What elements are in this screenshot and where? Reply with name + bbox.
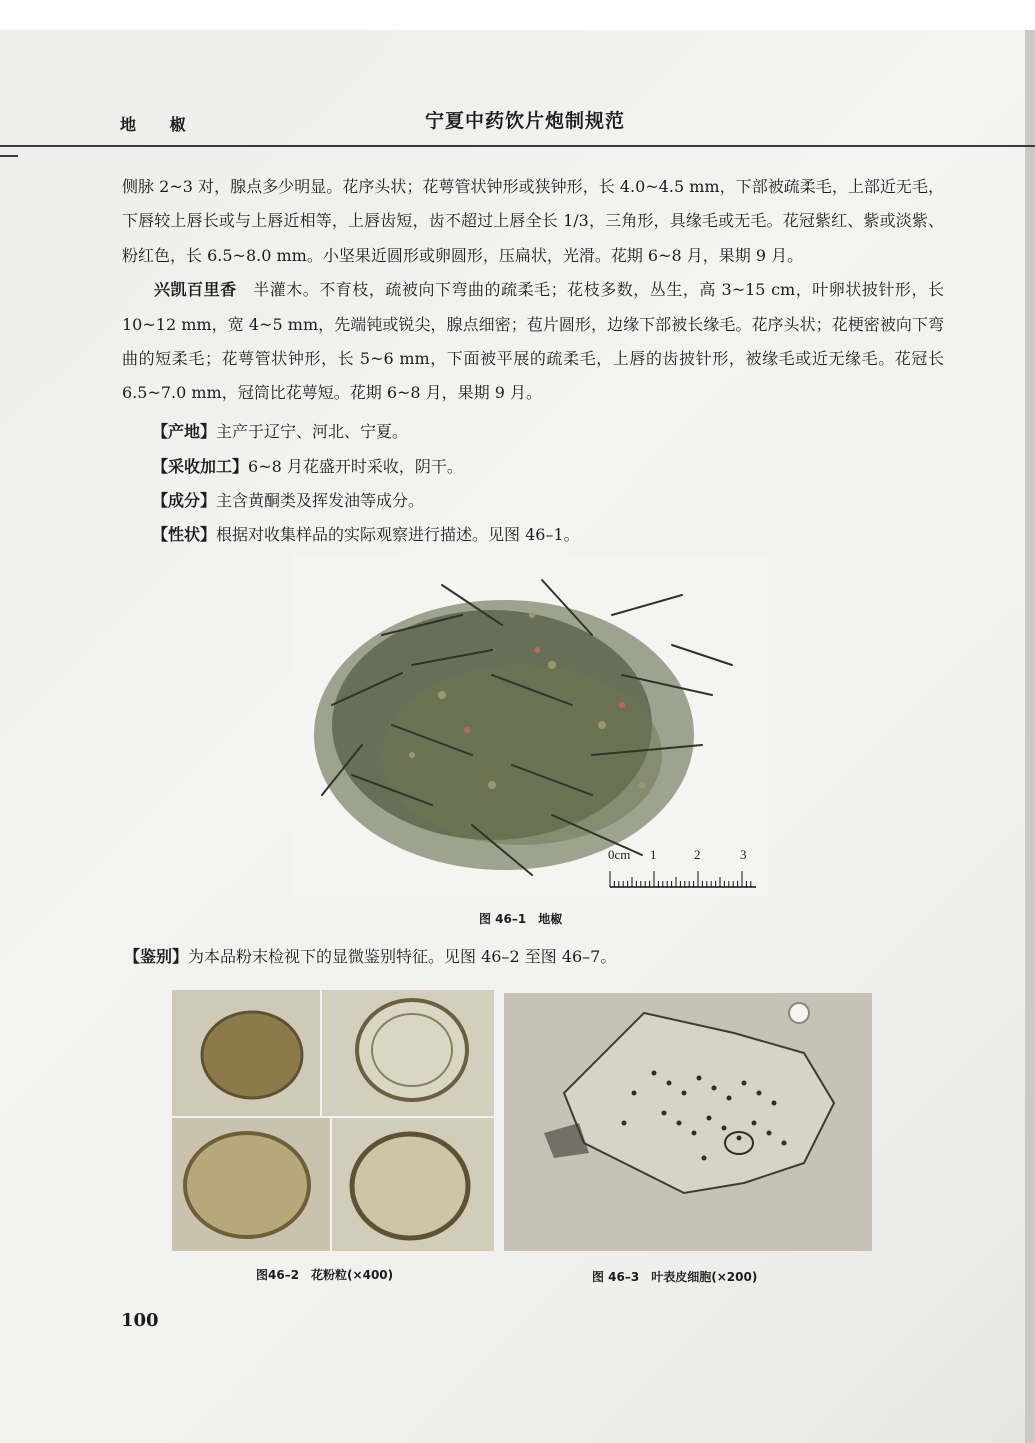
running-header-section: 地 椒 bbox=[120, 115, 200, 134]
section-origin-label: 【产地】 bbox=[152, 422, 217, 441]
figure-46-3-epidermis-photo bbox=[504, 993, 872, 1251]
section-harvest-label: 【采收加工】 bbox=[152, 457, 249, 476]
section-composition-label: 【成分】 bbox=[152, 491, 217, 510]
scale-label-0: 0cm bbox=[608, 847, 631, 862]
section-identification bbox=[124, 944, 616, 967]
header-rule bbox=[0, 145, 1035, 147]
section-harvest-text: 6~8 月花盛开时采收，阴干。 bbox=[248, 457, 463, 476]
paragraph-xingkai-thyme bbox=[122, 273, 944, 411]
section-identification-text: 为本品粉末检视下的显微鉴别特征。见图 46–2 至图 46–7。 bbox=[188, 947, 617, 966]
section-character-label: 【性状】 bbox=[152, 525, 217, 544]
section-harvest bbox=[152, 454, 463, 477]
scale-label-1: 1 bbox=[650, 847, 657, 862]
species-term: 兴凯百里香 bbox=[154, 280, 237, 300]
figure-46-2-caption: 图46–2 花粉粒(×400) bbox=[256, 1268, 394, 1282]
scale-ruler-ticks bbox=[608, 865, 758, 889]
section-origin bbox=[152, 419, 408, 442]
species-description: 半灌木。不育枝，疏被向下弯曲的疏柔毛；花枝多数，丛生，高 3~15 cm，叶卵状披针形，长 10~12 mm，宽 4~5 mm，先端钝或锐尖，腺点细密；苞片圆形，边缘下部被长缘毛。花序头状；花梗密被向下弯曲的短柔毛；花萼管状钟形，长 5~6 mm，下面被平展的疏柔毛，上唇的齿披针形，被缘毛或近无缘毛。花冠长 6.5~7.0 mm，冠筒比花萼短。花期 6~8 月，果期 9 月。 bbox=[122, 280, 944, 403]
section-identification-label: 【鉴别】 bbox=[124, 947, 189, 966]
pollen-grains-image bbox=[172, 990, 494, 1251]
dried-herb-pile-image bbox=[292, 555, 768, 895]
paragraph-description-continued: 侧脉 2~3 对，腺点多少明显。花序头状；花萼管状钟形或狭钟形，长 4.0~4.5 mm，下部被疏柔毛，上部近无毛，下唇较上唇长或与上唇近相等，上唇齿短，齿不超过上唇全长 1/3，三角形，具缘毛或无毛。花冠紫红、紫或淡紫、粉红色，长 6.5~8.0 mm。小坚果近圆形或卵圆形，压扁状，光滑。花期 6~8 月，果期 9 月。 bbox=[122, 177, 944, 265]
figure-46-3-caption: 图 46–3 叶表皮细胞(×200) bbox=[592, 1270, 758, 1284]
leaf-epidermis-image bbox=[504, 993, 872, 1251]
scale-bar bbox=[608, 847, 758, 889]
running-header-book-title: 宁夏中药饮片炮制规范 bbox=[425, 110, 626, 132]
figure-46-1-herb-photo bbox=[292, 555, 768, 895]
body-text-block bbox=[122, 170, 944, 411]
section-character-text: 根据对收集样品的实际观察进行描述。见图 46–1。 bbox=[216, 525, 580, 544]
section-composition bbox=[152, 488, 424, 511]
figure-46-1-caption: 图 46–1 地椒 bbox=[479, 912, 563, 926]
section-origin-text: 主产于辽宁、河北、宁夏。 bbox=[216, 422, 409, 441]
page-number: 100 bbox=[121, 1310, 159, 1331]
section-composition-text: 主含黄酮类及挥发油等成分。 bbox=[216, 491, 425, 510]
figure-46-2-pollen-photo bbox=[172, 990, 494, 1251]
page-edge-shadow bbox=[1025, 30, 1035, 1443]
scale-label-2: 2 bbox=[694, 847, 701, 862]
section-character bbox=[152, 522, 580, 545]
header-rule-secondary bbox=[0, 155, 18, 157]
scale-label-3: 3 bbox=[740, 847, 747, 862]
